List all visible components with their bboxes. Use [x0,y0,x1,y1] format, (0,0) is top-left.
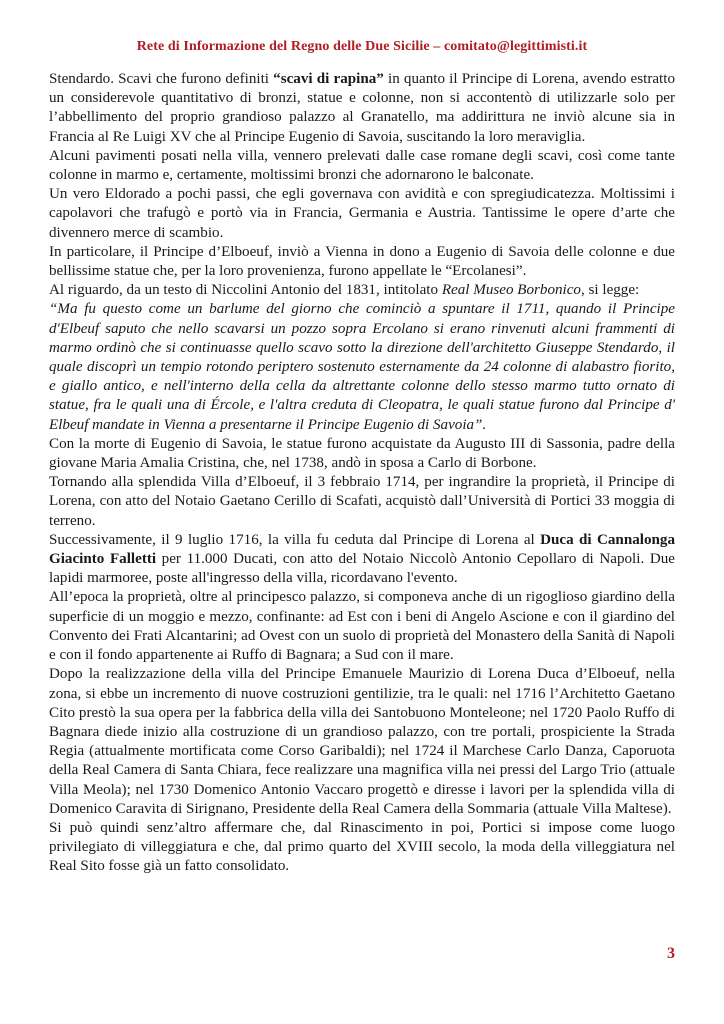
paragraph-2: Alcuni pavimenti posati nella villa, vennero prelevati dalle case romane degli scavi, così come tante colonne in marmo e, certamente, moltissimi bronzi che adornarono le balconate. [49,147,675,184]
bold-phrase: Duca di Cannalonga Giacinto Falletti [49,531,675,568]
text-run: Al riguardo, da un testo di Niccolini Antonio del 1831, intitolato [49,282,442,299]
paragraph-5 [49,281,675,300]
text-run: , si legge: [580,282,640,299]
paragraph-10: All’epoca la proprietà, oltre al principesco palazzo, si componeva anche di un rigoglioso giardino della superficie di un moggio e mezzo, confinante: ad Est con i beni di Angelo Ascione e con il giardino del Convento dei Frati Alcantarini; ad Ovest con un suolo di proprietà del Monastero della Sanità di Napoli e con il fondo appartenente ai Ruffo di Bagnara; a Sud con il mare. [49,589,675,664]
bold-phrase: “scavi di rapina” [273,71,384,87]
page-number: 3 [667,945,675,962]
paragraph-12: Si può quindi senz’altro affermare che, dal Rinascimento in poi, Portici si impose come luogo privilegiato di villeggiatura e che, dal primo quarto del XVIII secolo, la moda della villeggiatura nel Real Sito fosse già un fatto consolidato. [49,819,675,875]
text-run: in quanto il Principe di Lorena, avendo estratto un considerevole quantitativo di bronzi, statue e colonne, non si accontentò di utilizzarle solo per l’abbellimento del proprio grandioso palazzo al Granatello, ma addirittura ne inviò alcune sia in Francia al Re Luigi XV che al Principe Eugenio di Savoia, suscitando la loro meraviglia. [49,71,675,145]
paragraph-3: Un vero Eldorado a pochi passi, che egli governava con avidità e con spregiudicatezza. Moltissimi i capolavori che trafugò e portò via in Francia, Germania e Austria. Tantissime le opere d’arte che divennero merce di scambio. [49,186,675,241]
paragraph-9 [49,531,675,589]
italic-title: Real Museo Borbonico [441,282,581,299]
text-run: Successivamente, il 9 luglio 1716, la villa fu ceduta dal Principe di Lorena al [49,531,541,548]
quotation: “Ma fu questo come un barlume del giorno che cominciò a spuntare il 1711, quando il Principe d'Elbeuf saputo che nello scavarsi un pozzo sopra Ercolano si erano rinvenuti alcuni frammenti di marmo ordinò che si continuasse quello scavo sotto la direzione dell'architetto Giuseppe Stendardo, il quale discoprì un tempio rotondo periptero sostenuto esternamente da 24 colonne di alabastro fiorito, e giallo antico, e nell'interno della cella da altrettante colonne dello stesso marmo tutto ornato di statue, fra le quali una di Ércole, e l'altra creduta di Cleopatra, le quali statue furono dal Principe d' Elbeuf mandate in Vienna a presentarne il Principe Eugenio di Savoia”. [49,301,675,433]
text-run: Stendardo. Scavi che furono definiti [49,71,274,87]
paragraph-4: In particolare, il Principe d’Elboeuf, inviò a Vienna in dono a Eugenio di Savoia delle colonne e due bellissime statue che, per la loro provenienza, furono appellate le “Ercolanesi”. [49,243,675,280]
text-run: per 11.000 Ducati, con atto del Notaio Niccolò Antonio Cepollaro di Napoli. Due lapidi marmoree, poste all'ingresso della villa, ricordavano l'evento. [49,551,675,587]
paragraph-11: Dopo la realizzazione della villa del Principe Emanuele Maurizio di Lorena Duca d’Elboeuf, nella zona, si ebbe un incremento di nuove costruzioni gentilizie, tra le quali: nel 1716 l’Architetto Gaetano Cito prestò la sua opera per la fabbrica della villa dei Santobuono Monteleone; nel 1720 Paolo Ruffo di Bagnara diede inizio alla costruzione di un grandioso palazzo, con tre portali, prospiciente la Strada Regia (attualmente mortificata come Corso Garibaldi); nel 1724 il Marchese Carlo Danza, Caporuota della Real Camera di Santa Chiara, fece realizzare una magnifica villa nei pressi del Largo Trio (attuale Villa Meola); nel 1730 Domenico Antonio Vaccaro progettò e diresse i lavori per la splendida villa di Domenico Caravita di Sirignano, Presidente della Real Camera della Sommaria (attuale Villa Maltese). [49,666,675,817]
document-body [49,70,675,877]
paragraph-7: Con la morte di Eugenio di Savoia, le statue furono acquistate da Augusto III di Sassonia, padre della giovane Maria Amalia Cristina, che, nel 1738, andò in sposa a Carlo di Borbone. [49,435,675,472]
page-header: Rete di Informazione del Regno delle Due Sicilie – comitato@legittimisti.it [136,39,588,54]
paragraph-8: Tornando alla splendida Villa d’Elboeuf, il 3 febbraio 1714, per ingrandire la proprietà, il Principe di Lorena, con atto del Notaio Gaetano Cerillo di Scafati, acquistò dall’Università di Portici 33 moggia di terreno. [49,474,675,529]
paragraph-1 [49,70,675,147]
